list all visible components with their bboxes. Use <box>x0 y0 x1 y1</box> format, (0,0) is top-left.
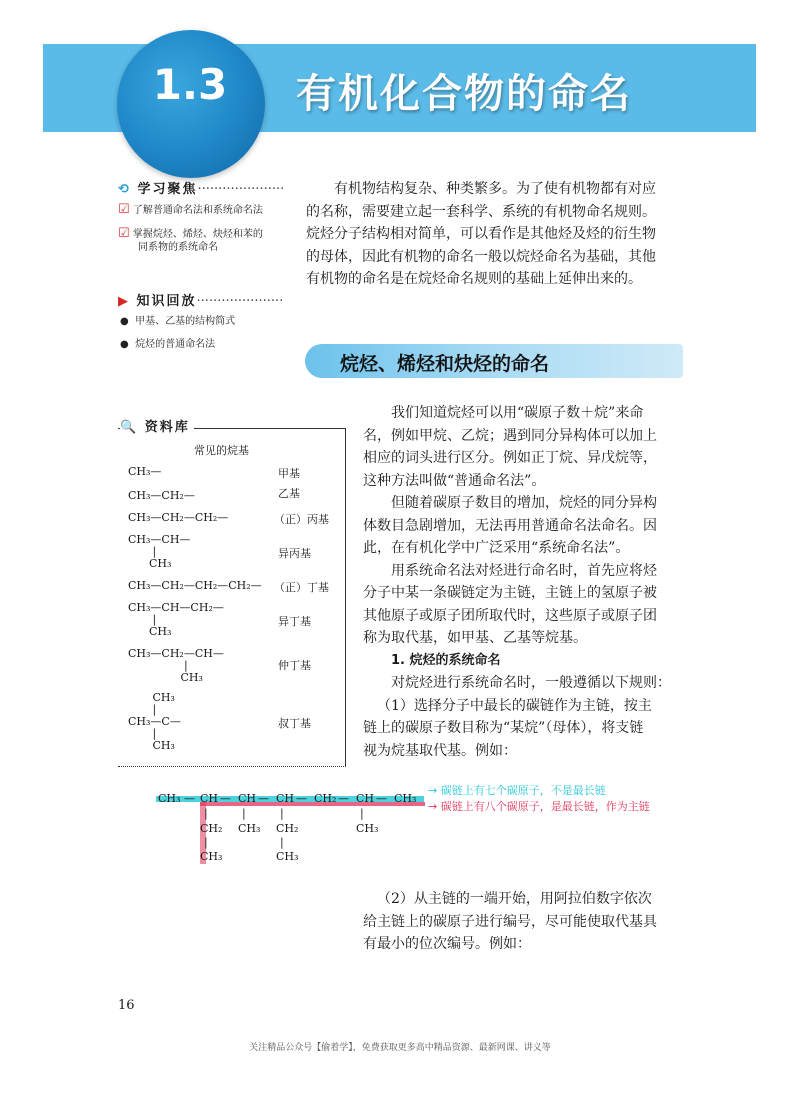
focus-item: ☑ 掌握烷烃、烯烃、炔烃和苯的 <box>118 226 263 241</box>
alkyl-name: 异丁基 <box>278 615 311 628</box>
alkyl-name: （正）丙基 <box>274 513 329 526</box>
alkyl-name: 异丙基 <box>278 547 311 560</box>
page-title: 有机化合物的命名 <box>296 71 632 117</box>
alkyl-name: 甲基 <box>278 467 300 480</box>
annotation-cyan: → 碳链上有七个碳原子，不是最长链 <box>428 784 606 797</box>
branch-atom: CH₂ <box>276 822 299 835</box>
page-number: 16 <box>118 998 135 1013</box>
chain-atom: CH₃ <box>158 792 181 805</box>
chain-atom: CH₃ <box>394 792 417 805</box>
checkbox-icon: ☑ <box>118 226 130 241</box>
section-heading: 烷烃、烯烃和炔烃的命名 <box>340 353 550 375</box>
alkyl-formula: CH₃— <box>128 465 162 478</box>
branch-atom: CH₃ <box>356 822 379 835</box>
branch-atom: CH₃ <box>238 822 261 835</box>
branch-atom: CH₂ <box>200 822 223 835</box>
alkyl-name: （正）丁基 <box>274 581 329 594</box>
data-box-title: 🔍 资料库 <box>120 416 194 435</box>
red-highlight <box>200 802 425 806</box>
triangle-icon: ▶ <box>118 294 130 309</box>
review-item: ● 甲基、乙基的结构简式 <box>120 316 236 327</box>
chain-atom: CH <box>238 792 257 805</box>
chain-atom: CH <box>276 792 295 805</box>
chain-atom: CH₂ <box>314 792 337 805</box>
review-item: ● 烷烃的普通命名法 <box>120 339 216 350</box>
knowledge-review-heading: ▶ 知识回放····················· <box>118 294 284 309</box>
branch-atom: CH₃ <box>276 850 299 863</box>
chain-atom: CH <box>356 792 375 805</box>
chain-atom: CH <box>200 792 219 805</box>
rule-2: （2）从主链的一端开始，用阿拉伯数字依次 给主链上的碳原子进行编号，尽可能使取代基具 有最小的位次编号。例如： <box>363 891 657 952</box>
alkyl-formula: CH₃—CH₂—CH₂— <box>128 511 229 524</box>
focus-item: ☑ 了解普通命名法和系统命名法 <box>118 202 263 217</box>
chain-diagram: CH₃ — CH — CH — CH — CH₂ — CH — CH₃ | | | | CH₂ CH₃ CH₂ CH₃ | | CH₃ CH₃ → 碳链上有七个碳原子，不是最长链 → 碳链上有八个碳原子，是最长链，作为主链 <box>158 784 650 863</box>
alkyl-formula: CH₃—CH—CH₂— <box>128 601 224 614</box>
data-box-subtitle: 常见的烷基 <box>194 444 249 457</box>
alkyl-name: 乙基 <box>278 487 300 500</box>
branch-atom: CH₃ <box>200 850 223 863</box>
alkyl-name: 仲丁基 <box>278 659 311 672</box>
learning-focus-heading: ⟲ 学习聚焦····················· <box>118 182 285 197</box>
alkyl-formula: CH₃—CH₂—CH₂—CH₂— <box>128 579 262 592</box>
alkyl-formula: CH₃—CH— <box>128 533 191 546</box>
intro-paragraph: 有机物结构复杂、种类繁多。为了使有机物都有对应 的名称，需要建立起一套科学、系统的有机物命名规则。 烷烃分子结构相对简单，可以看作是其他烃及烃的衍生物 的母体，因此有机物的命名一般以烷烃命名为基础，其他 有机物的命名是在烷烃命名规则的基础上延伸出来的。 <box>306 181 656 287</box>
alkyl-name: 叔丁基 <box>278 717 311 730</box>
body-text: 我们知道烷烃可以用“碳原子数＋烷”来命 名，例如甲烷、乙烷；遇到同分异构体可以加上 相应的词头进行区分。例如正丁烷、异戊烷等， 这种方法叫做“普通命名法”。 但随着碳原子数目的增加，烷烃的同分异构 体数目急剧增加，无法再用普通命名法命名。因 此，在有机化学中广泛采用“系统命名法”。 用系统命名法对烃进行命名时，首先应将烃 分子中某一条碳链定为主链，主链上的氢原子被 其他原子或原子团所取代时，这些原子或原子团 称为取代基，如甲基、乙基等烷基。 1. 烷烃的系统命名 对烷烃进行系统命名时，一般遵循以下规则： （1）选择分子中最长的碳链作为主链，按主 链上的碳原子数目称为“某烷”（母体），将支链 视为烷基取代基。例如： <box>363 402 685 762</box>
annotation-red: → 碳链上有八个碳原子，是最长链，作为主链 <box>428 800 650 813</box>
refresh-icon: ⟲ <box>118 182 131 197</box>
alkyl-formula: CH₃—CH₂—CH— <box>128 647 224 660</box>
focus-item-cont: 同系物的系统命名 <box>138 242 218 253</box>
checkbox-icon: ☑ <box>118 202 130 217</box>
section-number: 1.3 <box>152 60 228 109</box>
alkyl-formula: CH₃—CH₂— <box>128 489 195 502</box>
subheading: 1. 烷烃的系统命名 <box>391 652 501 668</box>
footer-note: 关注精品公众号【偷着学】，免费获取更多高中精品资源、最新网课、讲义等 <box>249 1043 551 1053</box>
alkyl-formula: CH₃—C— <box>128 715 181 728</box>
magnifier-icon: 🔍 <box>120 420 139 435</box>
